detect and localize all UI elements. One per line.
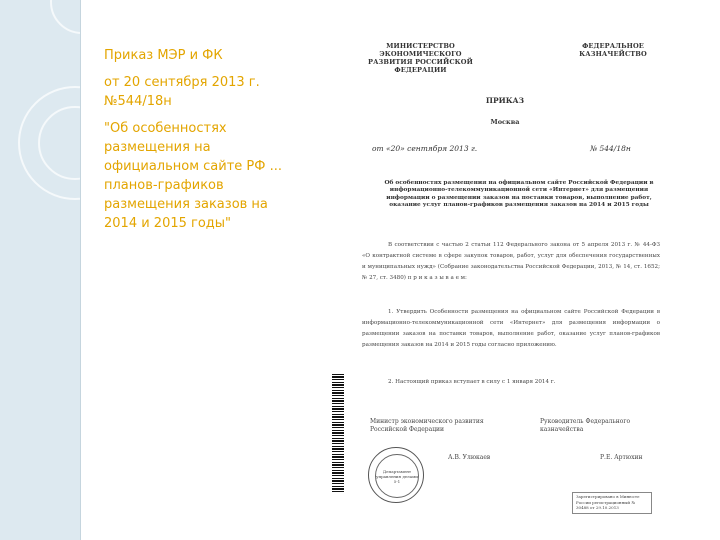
document-header-treasury: ФЕДЕРАЛЬНОЕ КАЗНАЧЕЙСТВО: [579, 42, 647, 58]
signer-right-name: Р.Е. Артюхин: [600, 454, 643, 461]
document-paragraph: 2. Настоящий приказ вступает в силу с 1 января 2014 г.: [388, 379, 556, 385]
caption-order-title: Приказ МЭР и ФК: [104, 48, 223, 63]
scanned-document: [340, 32, 670, 527]
stamp-text: Департамент управления делами 5-1: [375, 454, 419, 498]
slide-sidebar: [0, 0, 80, 540]
registration-note: Зарегистрировано в Минюсте России регистрационный № 30488 от 29.10.2013: [572, 492, 652, 514]
document-type: ПРИКАЗ: [485, 96, 525, 105]
document-paragraph: В соответствии с частью 2 статьи 112 Федерального закона от 5 апреля 2013 г. № 44-ФЗ «О контрактной системе в сфере закупок товаров, работ, услуг для обеспечения государственных и муниципальных нужд» (Собрание законодательства Российской Федерации, 2013, № 14, ст. 1652; № 27, ст. 3480) п р и к а з ы в а е м:: [362, 242, 660, 281]
slide-caption: [104, 46, 284, 241]
document-stamp: [368, 447, 424, 503]
signer-right-title: Руководитель Федерального казначейства: [540, 418, 631, 433]
caption-order-subject: "Об особенностях размещения на официальном сайте РФ ... планов-графиков размещения заказов на 2014 и 2015 годы": [104, 121, 282, 231]
barcode-icon: [332, 374, 344, 492]
document-title: Об особенностях размещения на официальном сайте Российской Федерации в информационно-телекоммуникационной сети «Интернет» для размещения информации о размещении заказов на поставки товаров, выполнение работ, оказание услуг планов-графиков размещения заказов на 2014 и 2015 годы: [384, 180, 654, 208]
document-paragraph: 1. Утвердить Особенности размещения на официальном сайте Российской Федерации в информационно-телекоммуникационной сети «Интернет» для размещения информации о размещении заказов на поставки товаров, выполнение работ, оказание услуг планов-графиков размещения заказов на 2014 и 2015 годы согласно приложению.: [362, 309, 660, 348]
caption-order-date: от 20 сентября 2013 г. №544/18н: [104, 75, 260, 109]
decorative-circle: [38, 106, 112, 180]
document-number: № 544/18н: [590, 144, 631, 153]
decorative-circle: [50, 0, 114, 34]
document-city: Москва: [490, 118, 520, 126]
document-header-ministry: МИНИСТЕРСТВО ЭКОНОМИЧЕСКОГО РАЗВИТИЯ РОССИЙСКОЙ ФЕДЕРАЦИИ: [368, 42, 473, 74]
signer-left-name: А.В. Улюкаев: [448, 454, 491, 461]
signer-left-title: Министр экономического развития Российской Федерации: [370, 418, 484, 433]
document-date: от «20» сентября 2013 г.: [372, 144, 478, 153]
sidebar-divider: [80, 0, 81, 540]
